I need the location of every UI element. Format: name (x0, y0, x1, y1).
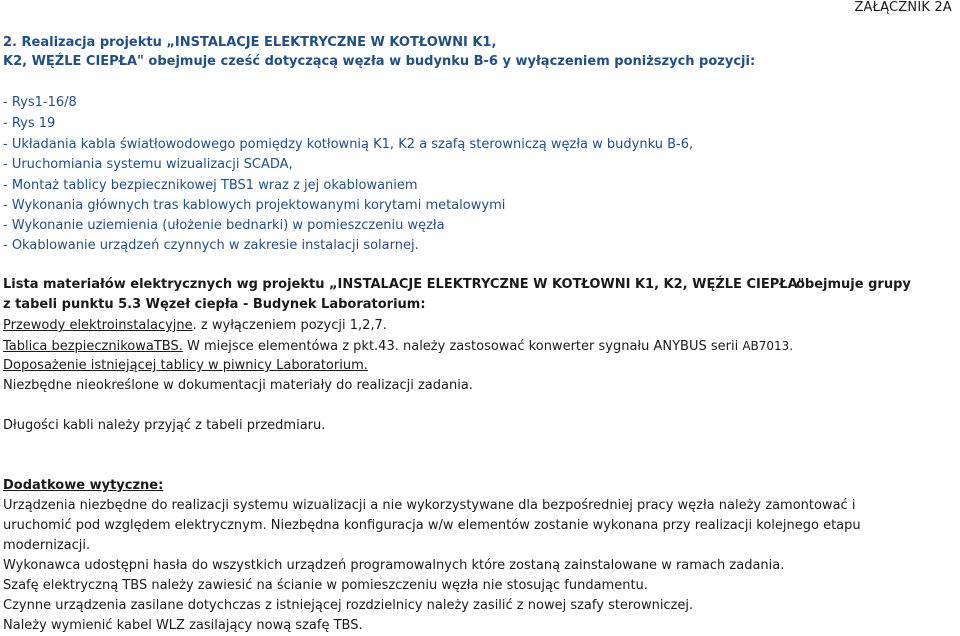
additional-line: Czynne urządzenia zasilane dotychczas z istniejącej rozdzielnicy należy zasilić z nowej szafy sterowniczej. (3, 598, 694, 613)
exclusion-item: - Okablowanie urządzeń czynnych w zakresie instalacji solarnej. (3, 238, 419, 253)
materials-item-1-underlined: Przewody elektroinstalacyjne (3, 318, 193, 333)
exclusion-item: - Wykonania głównych tras kablowych projektowanymi korytami metalowymi (3, 198, 506, 213)
additional-line: Wykonawca udostępni hasła do wszystkich urządzeń programowalnych które zostaną zainstalowane w ramach zadania. (3, 558, 785, 573)
annex-label: ZAŁĄCZNIK 2A (854, 0, 952, 15)
section-title-line1: 2. Realizacja projektu „INSTALACJE ELEKTRYCZNE W KOTŁOWNI K1, (3, 35, 497, 50)
additional-line: Szafę elektryczną TBS należy zawiesić na ścianie w pomieszczeniu węzła nie stosując fundamentu. (3, 578, 648, 593)
additional-line: Urządzenia niezbędne do realizacji systemu wizualizacji a nie wykorzystywane dla bezpośredniej pracy węzła należy zamontować i (3, 498, 856, 513)
materials-item-2-underlined: Tablica bezpiecznikowaTBS. (3, 339, 183, 354)
materials-heading-tail: obejmuje grupy (796, 277, 911, 292)
cable-length-note: Długości kabli należy przyjąć z tabeli przedmiaru. (3, 418, 326, 433)
exclusion-item: - Uruchomiania systemu wizualizacji SCADA, (3, 157, 293, 172)
materials-item-1-rest: . z wyłączeniem pozycji 1,2,7. (192, 318, 387, 333)
section-title-line2: K2, WĘŹLE CIEPŁA" obejmuje cześć dotyczącą węzła w budynku B-6 y wyłączeniem poniższych pozycji: (3, 54, 756, 69)
additional-heading: Dodatkowe wytyczne: (3, 478, 164, 493)
materials-item-3: Doposażenie istniejącej tablicy w piwnicy Laboratorium. (3, 358, 368, 373)
materials-item-2 (3, 338, 793, 355)
materials-item-4: Niezbędne nieokreślone w dokumentacji materiały do realizacji zadania. (3, 378, 473, 393)
materials-item-2-rest: W miejsce elementówa z pkt.43. należy zastosować konwerter sygnału ANYBUS serii (182, 339, 743, 354)
materials-item-1 (3, 318, 387, 334)
additional-line: uruchomić pod względem elektrycznym. Niezbędna konfiguracja w/w elementów zostanie wykonana przy realizacji kolejnego etapu (3, 518, 861, 533)
exclusion-item: - Montaż tablicy bezpiecznikowej TBS1 wraz z jej okablowaniem (3, 178, 418, 193)
exclusion-item: - Układania kabla światłowodowego pomiędzy kotłownią K1, K2 a szafą sterowniczą węzła w budynku B-6, (3, 137, 694, 152)
additional-line: modernizacji. (3, 538, 91, 553)
exclusion-item: - Rys1-16/8 (3, 95, 77, 110)
materials-heading-line1: Lista materiałów elektrycznych wg projektu „INSTALACJE ELEKTRYCZNE W KOTŁOWNI K1, K2, WĘŹLE CIEPŁA" (3, 277, 805, 292)
materials-item-2-code: AB7013. (742, 339, 794, 353)
additional-line: Należy wymienić kabel WLZ zasilający nową szafę TBS. (3, 618, 363, 633)
exclusion-item: - Rys 19 (3, 116, 56, 131)
materials-heading-line2: z tabeli punktu 5.3 Węzeł ciepła - Budynek Laboratorium: (3, 297, 426, 312)
exclusion-item: - Wykonanie uziemienia (ułożenie bednarki) w pomieszczeniu węzła (3, 218, 445, 233)
